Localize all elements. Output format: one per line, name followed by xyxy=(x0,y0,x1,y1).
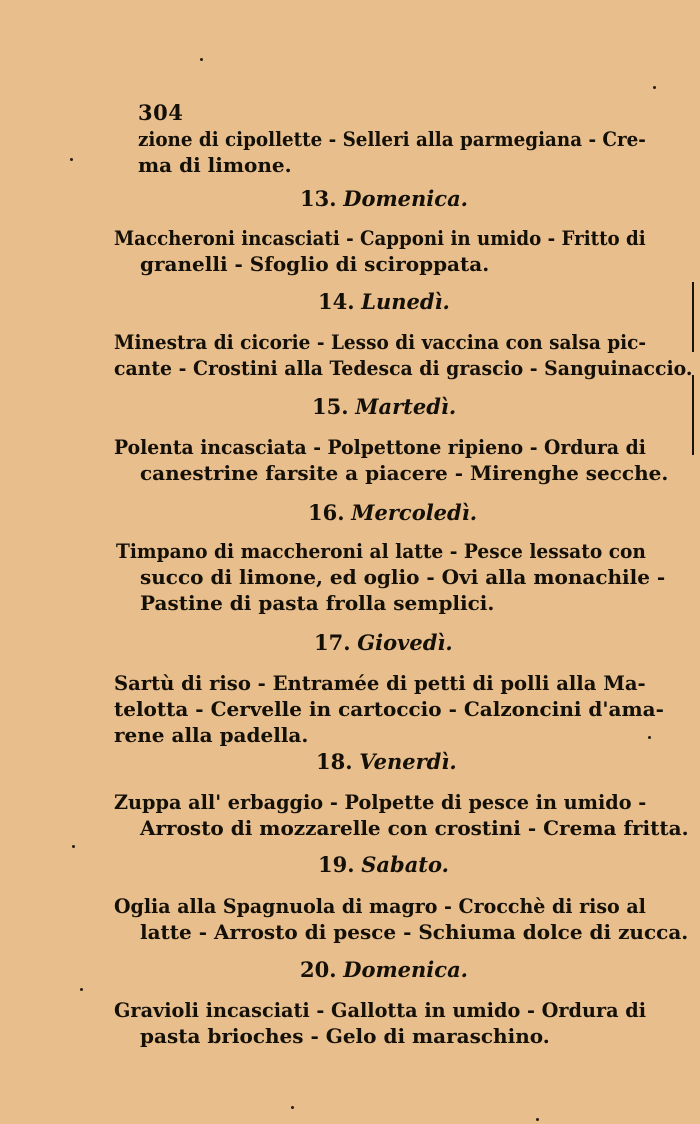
scan-speck xyxy=(536,1118,539,1121)
day-number: 14. xyxy=(318,289,355,314)
day-heading-13 xyxy=(300,186,468,212)
day-name: Sabato. xyxy=(361,852,449,877)
day-17-line-1: Sartù di riso - Entramée di petti di polli alla Ma- xyxy=(114,671,646,695)
day-name: Martedì. xyxy=(355,394,457,419)
day-19-line-1: Oglia alla Spagnuola di magro - Crocchè di riso al xyxy=(114,894,646,918)
day-18-line-1: Zuppa all' erbaggio - Polpette di pesce in umido - xyxy=(114,790,647,814)
day-heading-16 xyxy=(308,500,477,526)
scan-speck xyxy=(653,86,656,89)
day-20-line-2: pasta brioches - Gelo di maraschino. xyxy=(140,1024,550,1048)
day-name: Domenica. xyxy=(343,957,468,982)
scan-speck xyxy=(200,58,203,61)
day-13-line-2: granelli - Sfoglio di sciroppata. xyxy=(140,252,490,276)
day-15-line-2: canestrine farsite a piacere - Mirenghe secche. xyxy=(140,461,669,485)
day-number: 16. xyxy=(308,500,345,525)
day-14-line-1: Minestra di cicorie - Lesso di vaccina con salsa pic- xyxy=(114,330,647,354)
day-name: Domenica. xyxy=(343,186,468,211)
day-number: 19. xyxy=(318,852,355,877)
day-13-line-1: Maccheroni incasciati - Capponi in umido - Fritto di xyxy=(114,226,646,250)
day-heading-18 xyxy=(316,749,457,775)
scan-edge-mark xyxy=(692,375,694,455)
day-16-line-1: Timpano di maccheroni al latte - Pesce lessato con xyxy=(116,539,646,563)
day-16-line-2: succo di limone, ed oglio - Ovi alla monachile - xyxy=(140,565,666,589)
day-16-line-3: Pastine di pasta frolla semplici. xyxy=(140,591,495,615)
day-name: Venerdì. xyxy=(359,749,457,774)
day-name: Lunedì. xyxy=(361,289,450,314)
intro-line-1: zione di cipollette - Selleri alla parmegiana - Cre- xyxy=(138,127,646,151)
day-heading-14 xyxy=(318,289,450,315)
page-number: 304 xyxy=(138,100,184,125)
day-number: 15. xyxy=(312,394,349,419)
day-number: 13. xyxy=(300,186,337,211)
scan-edge-mark xyxy=(692,282,694,352)
day-18-line-2: Arrosto di mozzarelle con crostini - Crema fritta. xyxy=(140,816,689,840)
day-name: Mercoledì. xyxy=(351,500,478,525)
intro-line-2: ma di limone. xyxy=(138,153,292,177)
day-17-line-2: telotta - Cervelle in cartoccio - Calzoncini d'ama- xyxy=(114,697,664,721)
scan-speck xyxy=(70,158,73,161)
day-heading-20 xyxy=(300,957,468,983)
scan-speck xyxy=(648,736,651,739)
day-number: 20. xyxy=(300,957,337,982)
day-20-line-1: Gravioli incasciati - Gallotta in umido - Ordura di xyxy=(114,998,647,1022)
scan-speck xyxy=(291,1106,294,1109)
day-heading-19 xyxy=(318,852,449,878)
day-14-line-2: cante - Crostini alla Tedesca di grascio - Sanguinaccio. xyxy=(114,356,693,380)
day-number: 17. xyxy=(314,630,351,655)
scan-speck xyxy=(72,845,75,848)
day-19-line-2: latte - Arrosto di pesce - Schiuma dolce di zucca. xyxy=(140,920,689,944)
day-number: 18. xyxy=(316,749,353,774)
scan-speck xyxy=(80,988,83,991)
day-17-line-3: rene alla padella. xyxy=(114,723,309,747)
day-heading-15 xyxy=(312,394,456,420)
day-15-line-1: Polenta incasciata - Polpettone ripieno - Ordura di xyxy=(114,435,646,459)
day-name: Giovedì. xyxy=(357,630,453,655)
day-heading-17 xyxy=(314,630,453,656)
